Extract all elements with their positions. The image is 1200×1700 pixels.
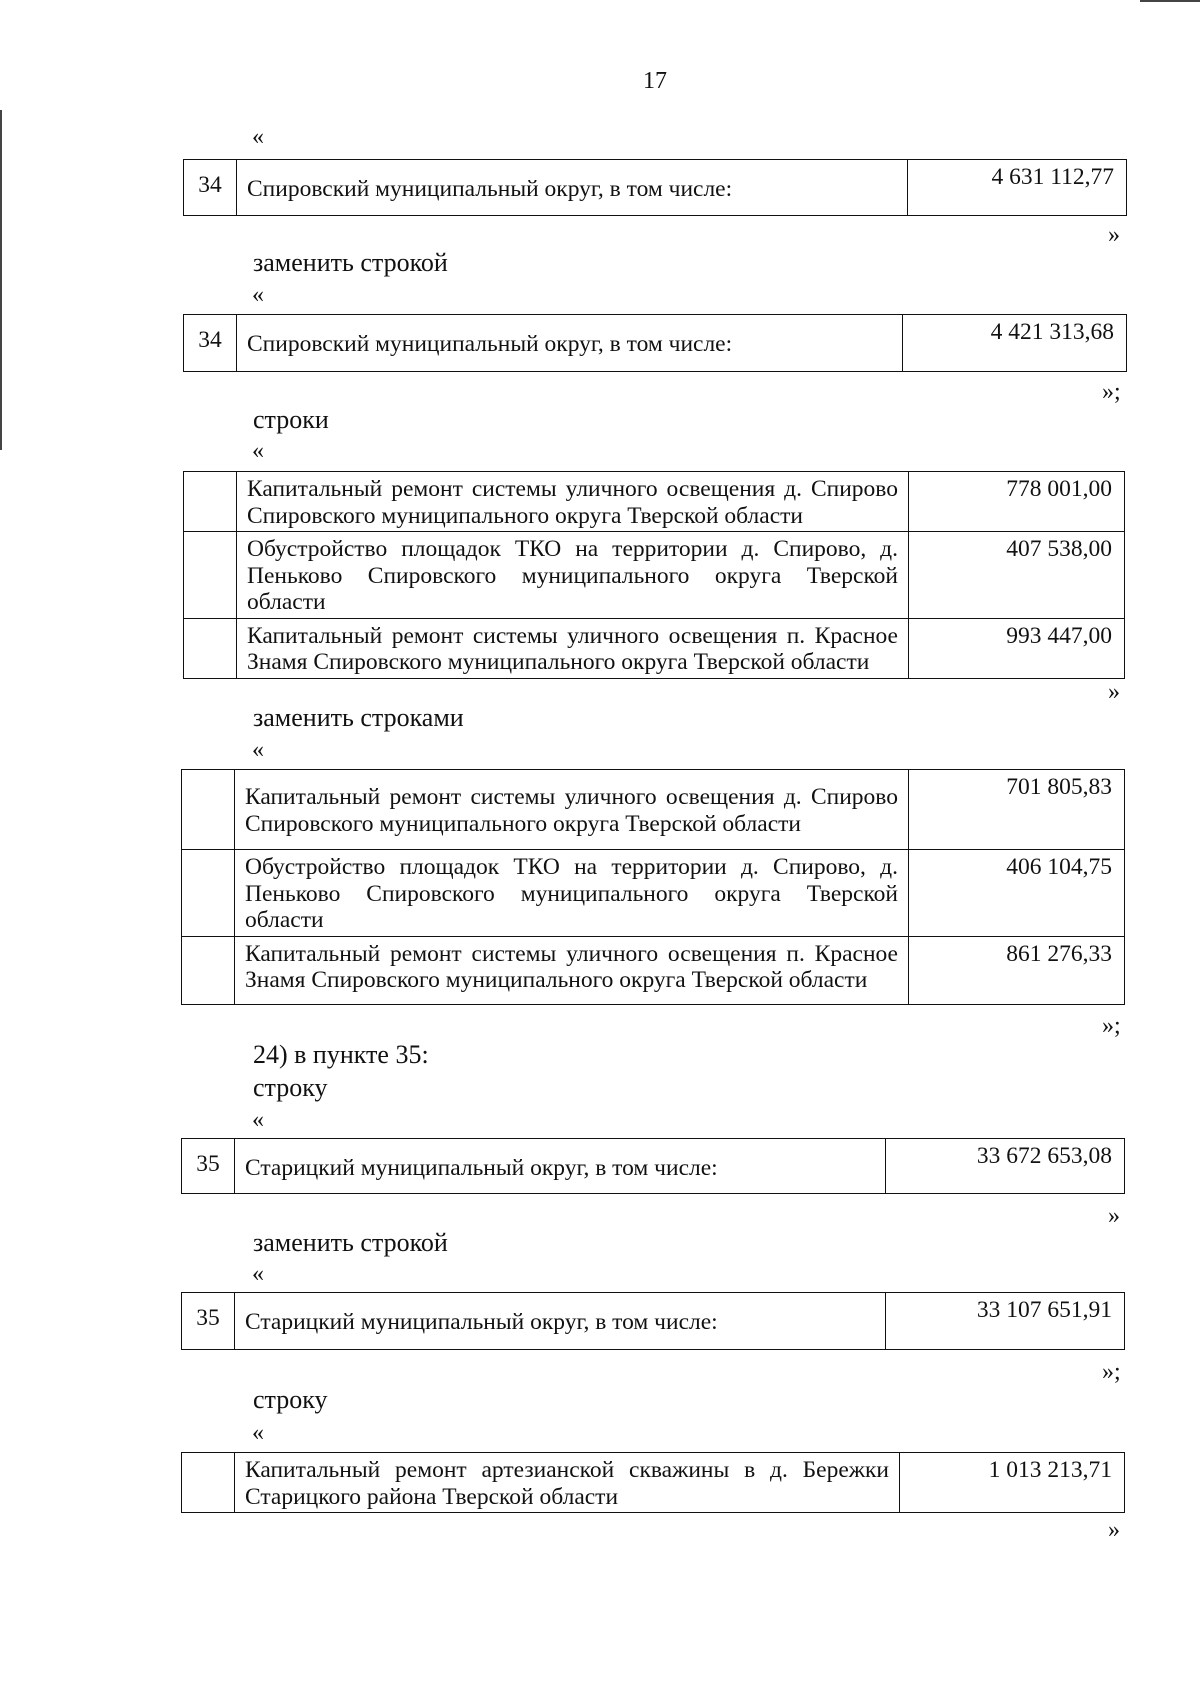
- amendment-table: [181, 1292, 1125, 1350]
- row-description: Капитальный ремонт артезианской скважины в д. Бережки Старицкого района Тверской области: [235, 1453, 900, 1513]
- table-row: [184, 618, 1125, 678]
- row-number: 35: [182, 1293, 235, 1350]
- table-row: [182, 850, 1125, 937]
- row-description: Капитальный ремонт системы уличного освещения д. Спирово Спировского муниципального округа Тверской области: [237, 472, 909, 532]
- open-quote: «: [252, 737, 264, 763]
- row-description: Старицкий муниципальный округ, в том числе:: [235, 1293, 886, 1350]
- amendment-table: [181, 769, 1125, 1005]
- table-row: [184, 472, 1125, 532]
- row-amount: 33 672 653,08: [886, 1139, 1125, 1194]
- table-row: [184, 532, 1125, 619]
- close-quote: »;: [1102, 1013, 1121, 1039]
- row-amount: 407 538,00: [909, 532, 1125, 619]
- row-description: Капитальный ремонт системы уличного освещения д. Спирово Спировского муниципального округа Тверской области: [235, 770, 909, 850]
- row-number: [182, 770, 235, 850]
- close-quote: »;: [1102, 1359, 1121, 1385]
- section-heading: заменить строками: [253, 703, 464, 732]
- open-quote: «: [252, 1261, 264, 1287]
- row-number: [182, 936, 235, 1004]
- row-description: Спировский муниципальный округ, в том числе:: [237, 160, 908, 216]
- amendment-table: [183, 159, 1127, 216]
- table-row: [182, 1293, 1125, 1350]
- close-quote: »;: [1102, 379, 1121, 405]
- row-number: [184, 618, 237, 678]
- amendment-table: [183, 471, 1125, 679]
- close-quote: »: [1108, 1517, 1120, 1543]
- row-number: 34: [184, 160, 237, 216]
- close-quote: »: [1108, 679, 1120, 705]
- close-quote: »: [1108, 222, 1120, 248]
- amendment-table: [183, 314, 1127, 372]
- open-quote: «: [252, 438, 264, 464]
- row-description: Капитальный ремонт системы уличного освещения п. Красное Знамя Спировского муниципального округа Тверской области: [237, 618, 909, 678]
- open-quote: «: [252, 1420, 264, 1446]
- row-number: [184, 532, 237, 619]
- row-description: Спировский муниципальный округ, в том числе:: [237, 315, 903, 372]
- row-number: [184, 472, 237, 532]
- row-description: Капитальный ремонт системы уличного освещения п. Красное Знамя Спировского муниципального округа Тверской области: [235, 936, 909, 1004]
- table-row: [182, 1453, 1125, 1513]
- row-number: 34: [184, 315, 237, 372]
- row-amount: 33 107 651,91: [886, 1293, 1125, 1350]
- row-amount: 1 013 213,71: [900, 1453, 1125, 1513]
- row-amount: 4 631 112,77: [908, 160, 1127, 216]
- row-amount: 4 421 313,68: [903, 315, 1127, 372]
- row-amount: 778 001,00: [909, 472, 1125, 532]
- row-amount: 861 276,33: [909, 936, 1125, 1004]
- open-quote: «: [252, 1107, 264, 1133]
- row-number: [182, 850, 235, 937]
- section-heading: строку: [253, 1073, 328, 1102]
- table-row: [182, 770, 1125, 850]
- table-row: [182, 936, 1125, 1004]
- row-amount: 701 805,83: [909, 770, 1125, 850]
- row-number: 35: [182, 1139, 235, 1194]
- amendment-table: [181, 1138, 1125, 1194]
- item-heading: 24) в пункте 35:: [253, 1040, 429, 1069]
- table-row: [184, 315, 1127, 372]
- row-description: Старицкий муниципальный округ, в том числе:: [235, 1139, 886, 1194]
- section-heading: заменить строкой: [253, 1228, 448, 1257]
- scan-edge-line: [0, 110, 2, 450]
- row-description: Обустройство площадок ТКО на территории д. Спирово, д. Пеньково Спировского муниципального округа Тверской области: [237, 532, 909, 619]
- close-quote: »: [1108, 1203, 1120, 1229]
- section-heading: строки: [253, 405, 329, 434]
- row-amount: 406 104,75: [909, 850, 1125, 937]
- scan-edge-line-top: [1140, 0, 1200, 2]
- open-quote: «: [252, 124, 264, 150]
- amendment-table: [181, 1452, 1125, 1513]
- row-number: [182, 1453, 235, 1513]
- section-heading: строку: [253, 1385, 328, 1414]
- page-number: 17: [643, 68, 667, 94]
- section-heading: заменить строкой: [253, 248, 448, 277]
- row-amount: 993 447,00: [909, 618, 1125, 678]
- row-description: Обустройство площадок ТКО на территории д. Спирово, д. Пеньково Спировского муниципального округа Тверской области: [235, 850, 909, 937]
- table-row: [184, 160, 1127, 216]
- table-row: [182, 1139, 1125, 1194]
- open-quote: «: [252, 282, 264, 308]
